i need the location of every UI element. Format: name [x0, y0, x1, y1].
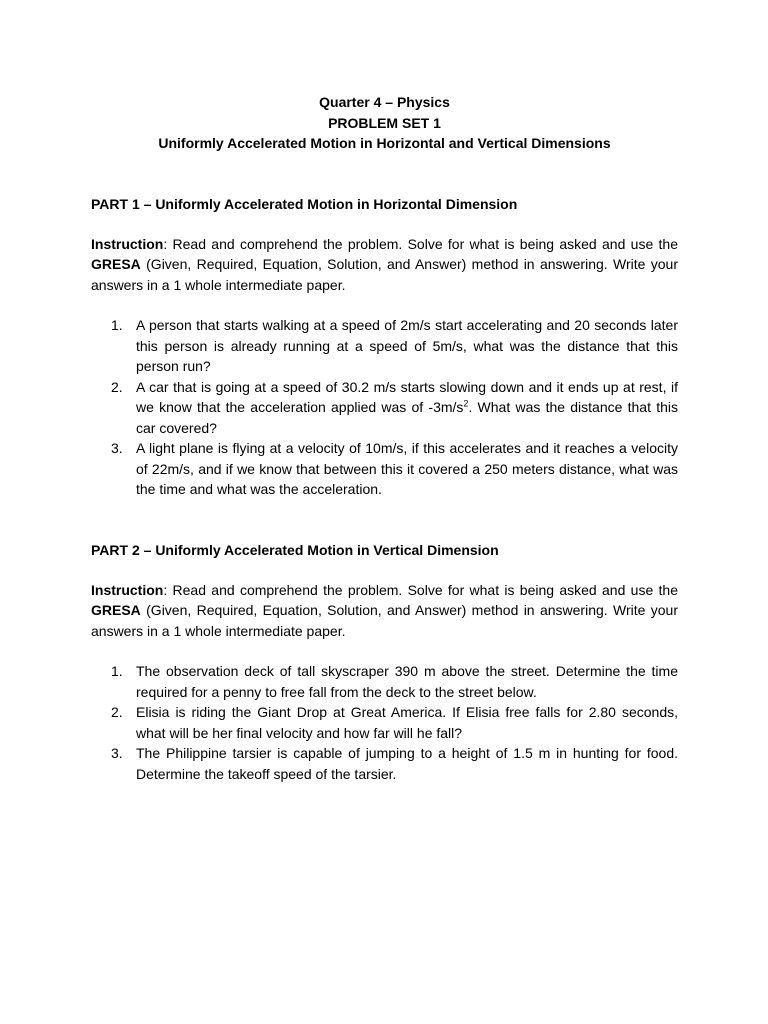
- problem-number: 2.: [111, 704, 123, 720]
- header-topic: Uniformly Accelerated Motion in Horizontal and Vertical Dimensions: [158, 135, 611, 151]
- problem-number: 1.: [111, 317, 123, 333]
- part1-instruction-gresa: GRESA: [91, 256, 141, 272]
- list-item: [91, 315, 678, 377]
- list-item: [91, 661, 678, 702]
- problem-text: The observation deck of tall skyscraper 390 m above the street. Determine the time required for a penny to free fall from the deck to the street below.: [136, 663, 678, 700]
- part1-instruction-text-b: (Given, Required, Equation, Solution, and Answer) method in answering. Write your answers in a 1 whole intermediate paper.: [91, 256, 678, 293]
- list-item: [91, 702, 678, 743]
- part2-instruction-text-b: (Given, Required, Equation, Solution, and Answer) method in answering. Write your answers in a 1 whole intermediate paper.: [91, 602, 678, 639]
- part1-instruction-text-a: : Read and comprehend the problem. Solve for what is being asked and use the: [163, 235, 678, 252]
- list-item: [91, 438, 678, 500]
- part2-problem-list: [91, 661, 678, 784]
- problem-text-b: . What was the distance that this car covered?: [136, 399, 678, 436]
- part1-problem-list: [91, 315, 678, 500]
- problem-text-a: A car that is going at a speed of 30.2 m/s starts slowing down and it ends up at rest, if we know that the acceleration applied was of -3m/s: [136, 378, 678, 415]
- list-item: [91, 377, 678, 439]
- document-page: [91, 92, 678, 784]
- header-quarter: Quarter 4 – Physics: [319, 94, 450, 110]
- problem-number: 2.: [111, 378, 123, 395]
- problem-text: Elisia is riding the Giant Drop at Great America. If Elisia free falls for 2.80 seconds, what will be her final velocity and how far will he fall?: [136, 704, 678, 741]
- header-problem-set: PROBLEM SET 1: [328, 114, 441, 131]
- part2-instruction-text-a: : Read and comprehend the problem. Solve for what is being asked and use the: [163, 581, 678, 598]
- part1-instruction-label: Instruction: [91, 235, 164, 252]
- problem-text: A person that starts walking at a speed of 2m/s start accelerating and 20 seconds later this person is already running at a speed of 5m/s, what was the distance that this person run?: [136, 317, 678, 374]
- problem-number: 3.: [111, 440, 123, 456]
- problem-superscript: 2: [463, 398, 469, 409]
- part1-heading: PART 1 – Uniformly Accelerated Motion in Horizontal Dimension: [91, 195, 518, 212]
- part2-heading: PART 2 – Uniformly Accelerated Motion in Vertical Dimension: [91, 541, 499, 558]
- part2-instruction: [91, 580, 678, 642]
- part2-instruction-gresa: GRESA: [91, 602, 141, 618]
- list-item: [91, 743, 678, 784]
- problem-text: A light plane is flying at a velocity of 10m/s, if this accelerates and it reaches a velocity of 22m/s, and if we know that between this it covered a 250 meters distance, what was the time and what was the acceleration.: [136, 440, 678, 497]
- problem-number: 1.: [111, 663, 123, 679]
- problem-number: 3.: [111, 745, 123, 761]
- part2-instruction-label: Instruction: [91, 581, 164, 598]
- document-header: [91, 92, 678, 154]
- part1-instruction: [91, 234, 678, 296]
- problem-text: The Philippine tarsier is capable of jumping to a height of 1.5 m in hunting for food. Determine the takeoff speed of the tarsier.: [136, 745, 678, 782]
